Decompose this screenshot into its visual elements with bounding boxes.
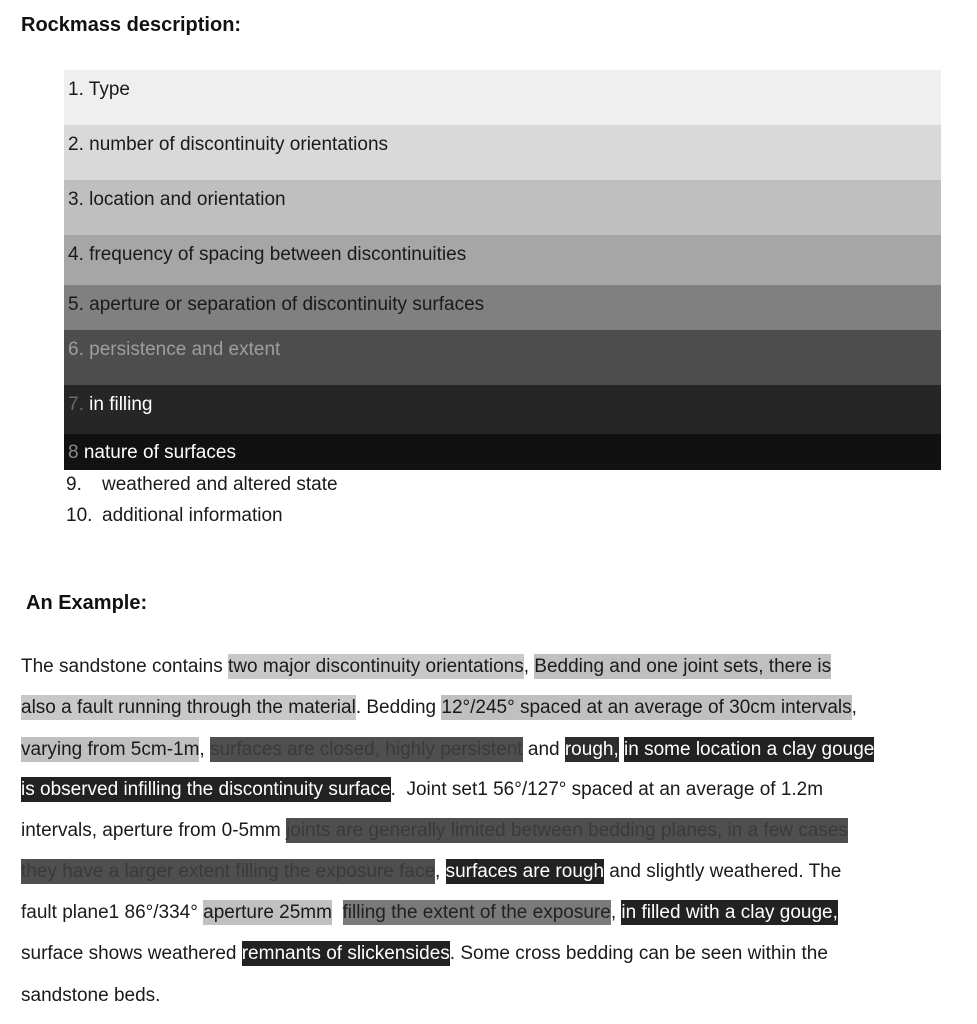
paragraph-line	[21, 777, 823, 803]
text-run: intervals, aperture from 0-5mm	[21, 820, 287, 841]
list-item	[64, 180, 941, 235]
highlighted-phrase: in filled with a clay gouge,	[621, 902, 838, 923]
text-run: ,	[199, 739, 210, 760]
paragraph-line	[21, 737, 874, 763]
text-run: . Some cross bedding can be seen within the	[449, 943, 828, 964]
list-item	[64, 285, 941, 330]
list-item-label: location and orientation	[83, 189, 286, 210]
list-item-number: 7.	[68, 394, 84, 415]
list-item-label: weathered and altered state	[102, 474, 338, 495]
text-run: The sandstone contains	[21, 656, 229, 677]
highlighted-phrase: remnants of slickensides	[241, 943, 450, 964]
text-run: ,	[851, 697, 857, 718]
highlighted-phrase: two major discontinuity orientations	[228, 656, 524, 677]
list-item-label: frequency of spacing between discontinuities	[83, 244, 467, 265]
list-item-number: 9.	[66, 474, 82, 495]
list-item-number: 1.	[68, 79, 84, 100]
paragraph-line	[21, 654, 831, 680]
list-item	[64, 434, 941, 470]
text-run: and slightly weathered. The	[604, 861, 842, 882]
highlighted-phrase: joints are generally limited between bedding planes, in a few cases	[286, 820, 848, 841]
text-run	[332, 902, 343, 923]
highlighted-phrase: varying from 5cm-1m	[21, 739, 200, 760]
list-item-label: in filling	[83, 394, 153, 415]
list-item-label: persistence and extent	[83, 339, 281, 360]
paragraph-line	[21, 900, 838, 926]
text-run: and	[522, 739, 565, 760]
highlighted-phrase: filling the extent of the exposure	[342, 902, 611, 923]
list-item	[64, 70, 941, 125]
list-item	[66, 475, 338, 494]
list-item-number: 8	[68, 442, 79, 463]
highlighted-phrase: they have a larger extent filling the exposure face	[21, 861, 436, 882]
list-item-label: aperture or separation of discontinuity surfaces	[83, 294, 485, 315]
highlighted-phrase: rough,	[564, 739, 619, 760]
highlighted-phrase: aperture 25mm	[203, 902, 332, 923]
highlighted-phrase: Bedding and one joint sets, there is	[534, 656, 832, 677]
rockmass-heading: Rockmass description:	[21, 14, 242, 36]
paragraph-line	[21, 983, 160, 1009]
text-run: surface shows weathered	[21, 943, 242, 964]
example-heading: An Example:	[26, 592, 148, 614]
highlighted-phrase: is observed infilling the discontinuity surface	[21, 779, 391, 800]
list-item	[64, 235, 941, 285]
text-run: fault plane1 86°/334°	[21, 902, 204, 923]
highlighted-phrase: 12°/245° spaced at an average of 30cm intervals	[441, 697, 852, 718]
highlighted-phrase: in some location a clay gouge	[624, 739, 875, 760]
paragraph-line	[21, 818, 848, 844]
list-item	[64, 385, 941, 434]
text-run: ,	[435, 861, 446, 882]
list-item-number: 3.	[68, 189, 84, 210]
text-run: . Joint set1 56°/127° spaced at an average of 1.2m	[390, 779, 824, 800]
highlighted-phrase: surfaces are closed, highly persistent	[209, 739, 523, 760]
list-item-label: Type	[83, 79, 130, 100]
list-item-number: 5.	[68, 294, 84, 315]
highlighted-phrase: surfaces are rough	[445, 861, 605, 882]
list-item-number: 4.	[68, 244, 84, 265]
list-item	[64, 125, 941, 180]
list-item-label: nature of surfaces	[78, 442, 236, 463]
paragraph-line	[21, 859, 841, 885]
list-item-number: 10.	[66, 505, 93, 526]
list-item-label: number of discontinuity orientations	[83, 134, 389, 155]
list-item	[66, 506, 283, 525]
paragraph-line	[21, 695, 857, 721]
paragraph-line	[21, 941, 828, 967]
text-run: ,	[610, 902, 622, 923]
list-item	[64, 330, 941, 385]
list-item-label: additional information	[102, 505, 283, 526]
text-run: . Bedding	[355, 697, 442, 718]
highlighted-phrase: also a fault running through the material	[21, 697, 356, 718]
text-run: sandstone beds.	[21, 985, 161, 1006]
list-item-number: 6.	[68, 339, 84, 360]
text-run: ,	[523, 656, 535, 677]
list-item-number: 2.	[68, 134, 84, 155]
